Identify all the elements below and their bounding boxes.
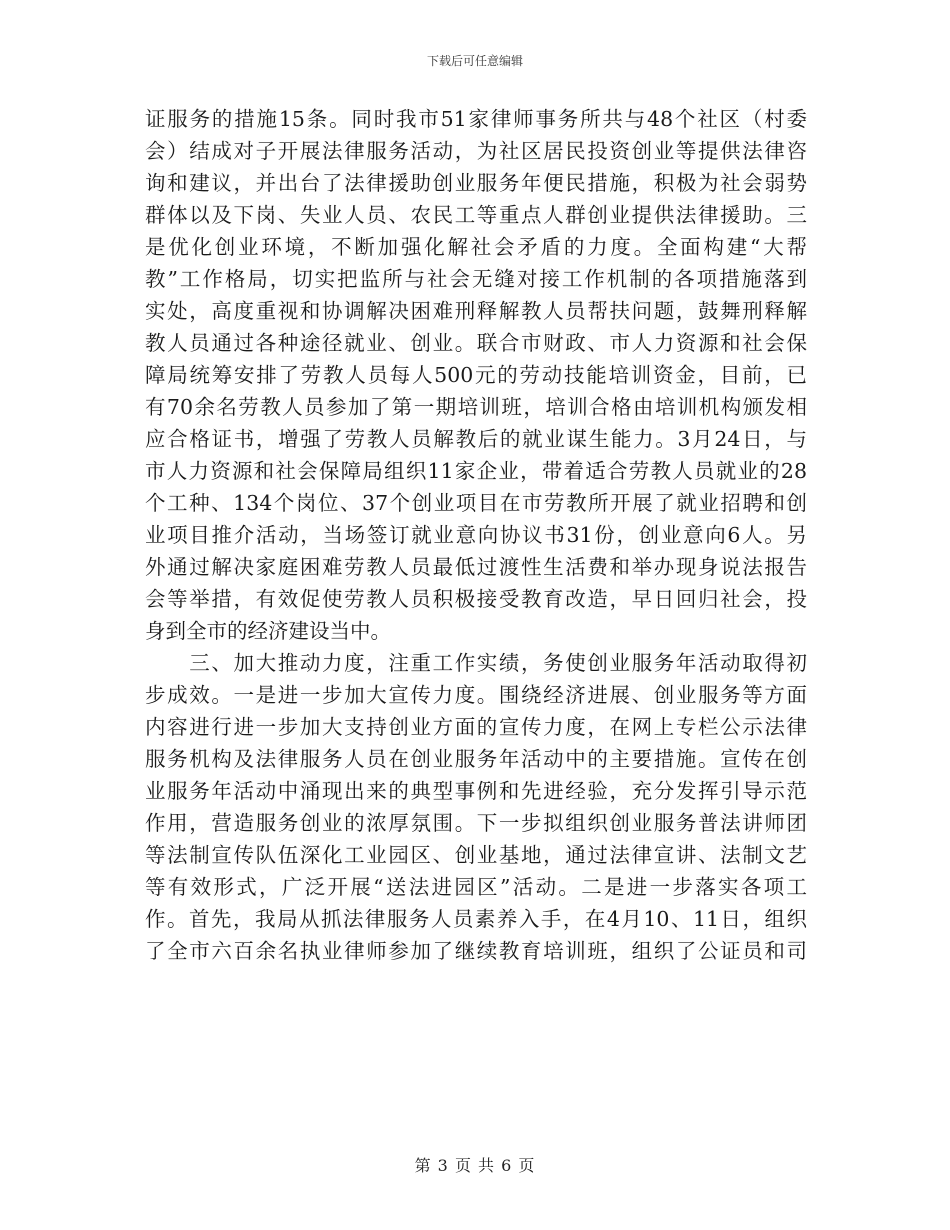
body-line: 内容进行进一步加大支持创业方面的宣传力度，在网上专栏公示法律 [145,715,807,739]
body-line-paragraph-start: 三、加大推动力度，注重工作实绩，务使创业服务年活动取得初 [145,651,807,675]
body-line: 作。首先，我局从抓法律服务人员素养入手，在4月10、11日，组织 [145,907,807,931]
body-line: 障局统筹安排了劳教人员每人500元的劳动技能培训资金，目前，已 [145,363,807,387]
body-line: 等法制宣传队伍深化工业园区、创业基地，通过法律宣讲、法制文艺 [145,843,807,867]
body-line: 群体以及下岗、失业人员、农民工等重点人群创业提供法律援助。三 [145,203,807,227]
body-line: 了全市六百余名执业律师参加了继续教育培训班，组织了公证员和司 [145,939,807,963]
body-line: 教人员通过各种途径就业、创业。联合市财政、市人力资源和社会保 [145,331,807,355]
document-body [145,103,807,967]
page-header: 下载后可任意编辑 [426,54,523,68]
body-line: 外通过解决家庭困难劳教人员最低过渡性生活费和举办现身说法报告 [145,555,807,579]
body-line-paragraph-end: 身到全市的经济建设当中。 [145,619,391,643]
body-line: 业项目推介活动，当场签订就业意向协议书31份，创业意向6人。另 [145,523,807,547]
body-line: 步成效。一是进一步加大宣传力度。围绕经济进展、创业服务等方面 [145,683,807,707]
body-line: 证服务的措施15条。同时我市51家律师事务所共与48个社区（村委 [145,107,807,131]
body-line: 教”工作格局，切实把监所与社会无缝对接工作机制的各项措施落到 [145,267,807,291]
body-line: 询和建议，并出台了法律援助创业服务年便民措施，积极为社会弱势 [145,171,807,195]
body-line: 个工种、134个岗位、37个创业项目在市劳教所开展了就业招聘和创 [145,491,807,515]
body-line: 实处，高度重视和协调解决困难刑释解教人员帮扶问题，鼓舞刑释解 [145,299,807,323]
body-line: 服务机构及法律服务人员在创业服务年活动中的主要措施。宣传在创 [145,747,807,771]
body-line: 会）结成对子开展法律服务活动，为社区居民投资创业等提供法律咨 [145,139,807,163]
page-number-footer: 第 3 页 共 6 页 [414,1156,536,1175]
body-line: 作用，营造服务创业的浓厚氛围。下一步拟组织创业服务普法讲师团 [145,811,807,835]
body-line: 应合格证书，增强了劳教人员解教后的就业谋生能力。3月24日，与 [145,427,807,451]
body-line: 市人力资源和社会保障局组织11家企业，带着适合劳教人员就业的28 [145,459,807,483]
body-line: 有70余名劳教人员参加了第一期培训班，培训合格由培训机构颁发相 [145,395,807,419]
body-line: 会等举措，有效促使劳教人员积极接受教育改造，早日回归社会，投 [145,587,807,611]
body-line: 是优化创业环境，不断加强化解社会矛盾的力度。全面构建“大帮 [145,235,807,259]
body-line: 业服务年活动中涌现出来的典型事例和先进经验，充分发挥引导示范 [145,779,807,803]
body-line: 等有效形式，广泛开展“送法进园区”活动。二是进一步落实各项工 [145,875,807,899]
